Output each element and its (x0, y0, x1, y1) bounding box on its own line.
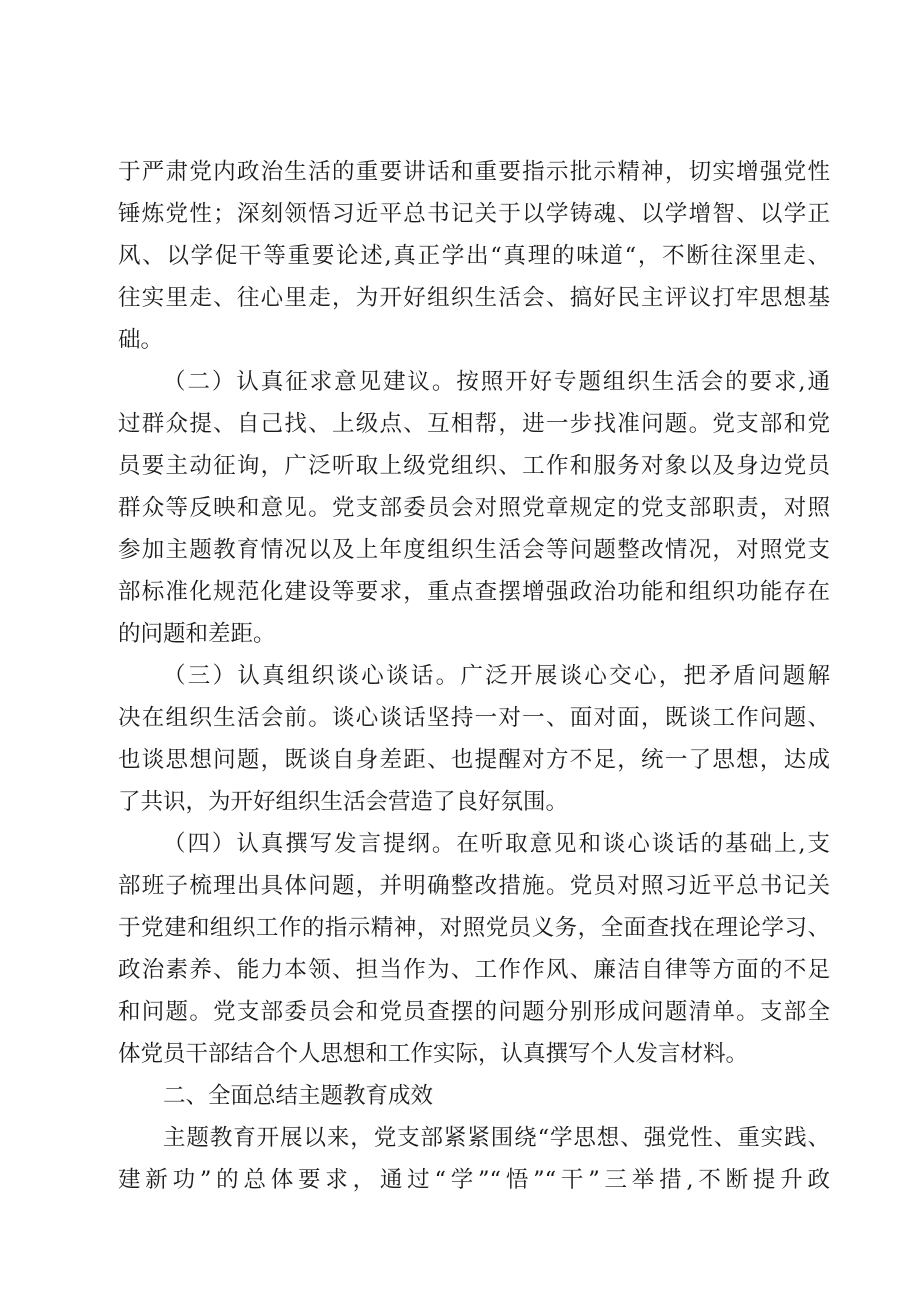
text-line: 建新功”的总体要求，通过“学”“悟”“干”三举措,不断提升政 (118, 1167, 830, 1193)
text-line: 的问题和差距。 (118, 621, 276, 647)
paragraph-section-2 (118, 361, 830, 655)
paragraph-summary (118, 1117, 830, 1201)
text-line: 群众等反映和意见。党支部委员会对照党章规定的党支部职责，对照 (118, 495, 830, 521)
text-line: 部班子梳理出具体问题，并明确整改措施。党员对照习近平总书记关 (118, 873, 830, 899)
text-line: （二）认真征求意见建议。按照开好专题组织生活会的要求,通 (163, 369, 830, 395)
section-heading (118, 1075, 830, 1117)
text-line: 和问题。党支部委员会和党员查摆的问题分别形成问题清单。支部全 (118, 999, 830, 1025)
text-line: 往实里走、往心里走，为开好组织生活会、搞好民主评议打牢思想基 (118, 285, 830, 311)
text-line: 参加主题教育情况以及上年度组织生活会等问题整改情况，对照党支 (118, 537, 830, 563)
text-line: （三）认真组织谈心谈话。广泛开展谈心交心，把矛盾问题解 (163, 663, 830, 689)
text-line: 风、以学促干等重要论述,真正学出“真理的味道“，不断往深里走、 (118, 243, 830, 269)
text-line: 员要主动征询，广泛听取上级党组织、工作和服务对象以及身边党员 (118, 453, 830, 479)
text-line: 体党员干部结合个人思想和工作实际，认真撰写个人发言材料。 (118, 1041, 749, 1067)
paragraph-section-4 (118, 823, 830, 1075)
text-line: 锤炼党性；深刻领悟习近平总书记关于以学铸魂、以学增智、以学正 (118, 201, 830, 227)
text-line: 础。 (118, 327, 164, 353)
text-line: 了共识，为开好组织生活会营造了良好氛围。 (118, 789, 569, 815)
paragraph-continued (118, 151, 830, 361)
heading-line: 二、全面总结主题教育成效 (163, 1083, 434, 1109)
text-line: 也谈思想问题，既谈自身差距、也提醒对方不足，统一了思想，达成 (118, 747, 830, 773)
paragraph-section-3 (118, 655, 830, 823)
text-line: 过群众提、自己找、上级点、互相帮，进一步找准问题。党支部和党 (118, 411, 830, 437)
text-line: 于党建和组织工作的指示精神，对照党员义务，全面查找在理论学习、 (118, 915, 830, 941)
text-line: 部标准化规范化建设等要求，重点查摆增强政治功能和组织功能存在 (118, 579, 830, 605)
text-line: （四）认真撰写发言提纲。在听取意见和谈心谈话的基础上,支 (163, 831, 830, 857)
document-body (118, 151, 830, 1201)
text-line: 决在组织生活会前。谈心谈话坚持一对一、面对面，既谈工作问题、 (118, 705, 830, 731)
text-line: 主题教育开展以来，党支部紧紧围绕“学思想、强党性、重实践、 (163, 1125, 830, 1151)
text-line: 于严肃党内政治生活的重要讲话和重要指示批示精神，切实增强党性 (118, 159, 830, 185)
text-line: 政治素养、能力本领、担当作为、工作作风、廉洁自律等方面的不足 (118, 957, 830, 983)
